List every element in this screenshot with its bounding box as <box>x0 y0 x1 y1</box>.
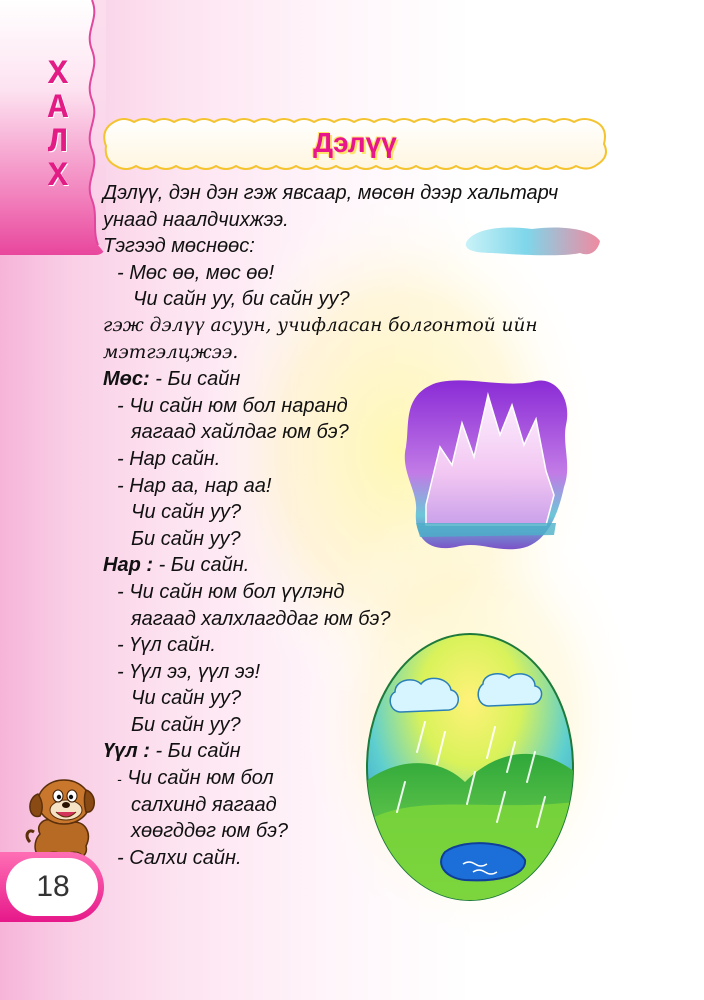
speaker-label: Мөс: <box>103 368 150 391</box>
poem-line-with-speaker <box>103 366 533 393</box>
poem-line: - Үүл ээ, үүл ээ! <box>117 660 261 683</box>
poem-line: - Үүл сайн. <box>117 634 216 657</box>
chapter-letter: А <box>47 90 69 128</box>
poem-line: Би сайн уу? <box>131 527 241 550</box>
poem-line: - Би сайн <box>155 368 241 391</box>
poem-line: салхинд яагаад <box>131 793 277 816</box>
speaker-label: Үүл : <box>103 740 150 763</box>
poem-line: - Мөс өө, мөс өө! <box>117 261 275 284</box>
poem-line: Чи сайн уу? <box>131 687 242 710</box>
poem-line: Чи сайн юм бол <box>127 767 274 790</box>
poem-line: Чи сайн уу? <box>131 501 242 524</box>
poem-line: Би сайн уу? <box>131 713 241 736</box>
page-number: 18 <box>36 870 70 903</box>
speaker-label: Нар : <box>103 554 153 577</box>
chapter-letter: Х <box>47 158 69 196</box>
poem-text <box>103 180 559 871</box>
chapter-vertical-word <box>38 58 78 194</box>
poem-line-with-dash <box>103 765 533 792</box>
poem-line: - Чи сайн юм бол наранд <box>117 394 348 417</box>
poem-line-with-speaker <box>103 738 533 765</box>
poem-line: - Би сайн <box>155 740 241 763</box>
poem-line-with-speaker <box>103 552 533 579</box>
page-title: Дэлүү <box>313 127 397 158</box>
poem-line: Дэлүү, дэн дэн гэж явсаар, мөсөн дээр хальтарч <box>103 182 559 204</box>
poem-line: мэтгэлцжээ. <box>103 341 239 363</box>
poem-line: хөөгддөг юм бэ? <box>131 820 289 843</box>
poem-line: Чи сайн уу, би сайн уу? <box>133 288 350 311</box>
dash-mark: - <box>117 771 122 788</box>
poem-line: - Нар сайн. <box>117 447 221 470</box>
poem-line: унаад наалдчихжээ. <box>103 208 289 231</box>
poem-line: - Би сайн. <box>158 554 250 577</box>
poem-line: яагаад хайлдаг юм бэ? <box>131 421 349 444</box>
cartoon-dog-icon <box>24 772 102 860</box>
poem-line: - Салхи сайн. <box>117 846 242 869</box>
poem-line: Тэгээд мөснөөс: <box>103 235 255 258</box>
poem-line: - Нар аа, нар аа! <box>117 474 272 497</box>
poem-line: - Чи сайн юм бол үүлэнд <box>117 580 345 603</box>
chapter-letter: Х <box>47 56 69 94</box>
chapter-letter: Л <box>47 124 69 162</box>
poem-line: гэж дэлүү асуун, учифласан болгонтой ийн <box>103 314 538 336</box>
poem-line: яагаад халхлагддаг юм бэ? <box>131 607 391 630</box>
